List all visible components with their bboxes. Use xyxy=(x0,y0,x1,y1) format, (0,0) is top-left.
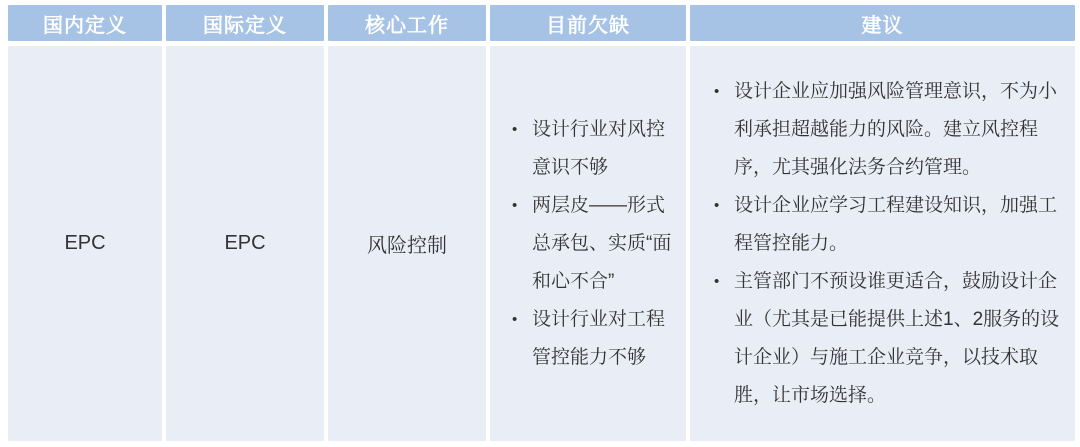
cell-suggestions xyxy=(690,46,1075,441)
list-item: • 设计企业应加强风险管理意识，不为小利承担超越能力的风险。建立风控程序，尤其强化法务合约管理。 xyxy=(708,73,1061,187)
suggestions-list xyxy=(708,73,1061,415)
cell-current-gaps xyxy=(490,46,686,441)
list-item: • 设计行业对风控意识不够 xyxy=(506,111,678,187)
list-item: • 设计行业对工程管控能力不够 xyxy=(506,301,678,377)
cell-domestic-definition: EPC xyxy=(8,46,162,441)
list-item: • 主管部门不预设谁更适合，鼓励设计企业（尤其是已能提供上述1、2服务的设计企业）与施工企业竞争，以技术取胜，让市场选择。 xyxy=(708,263,1061,415)
table-header-row xyxy=(8,5,1075,41)
current-gaps-list xyxy=(506,111,678,377)
table-body-row xyxy=(8,46,1075,441)
list-item: • 设计企业应学习工程建设知识，加强工程管控能力。 xyxy=(708,187,1061,263)
header-international-definition: 国际定义 xyxy=(166,5,324,41)
comparison-table xyxy=(8,5,1075,441)
cell-core-work: 风险控制 xyxy=(328,46,486,441)
list-item: • 两层皮——形式总承包、实质“面和心不合” xyxy=(506,187,678,301)
header-suggestions: 建议 xyxy=(690,5,1075,41)
header-current-gaps: 目前欠缺 xyxy=(490,5,686,41)
cell-international-definition: EPC xyxy=(166,46,324,441)
header-core-work: 核心工作 xyxy=(328,5,486,41)
header-domestic-definition: 国内定义 xyxy=(8,5,162,41)
